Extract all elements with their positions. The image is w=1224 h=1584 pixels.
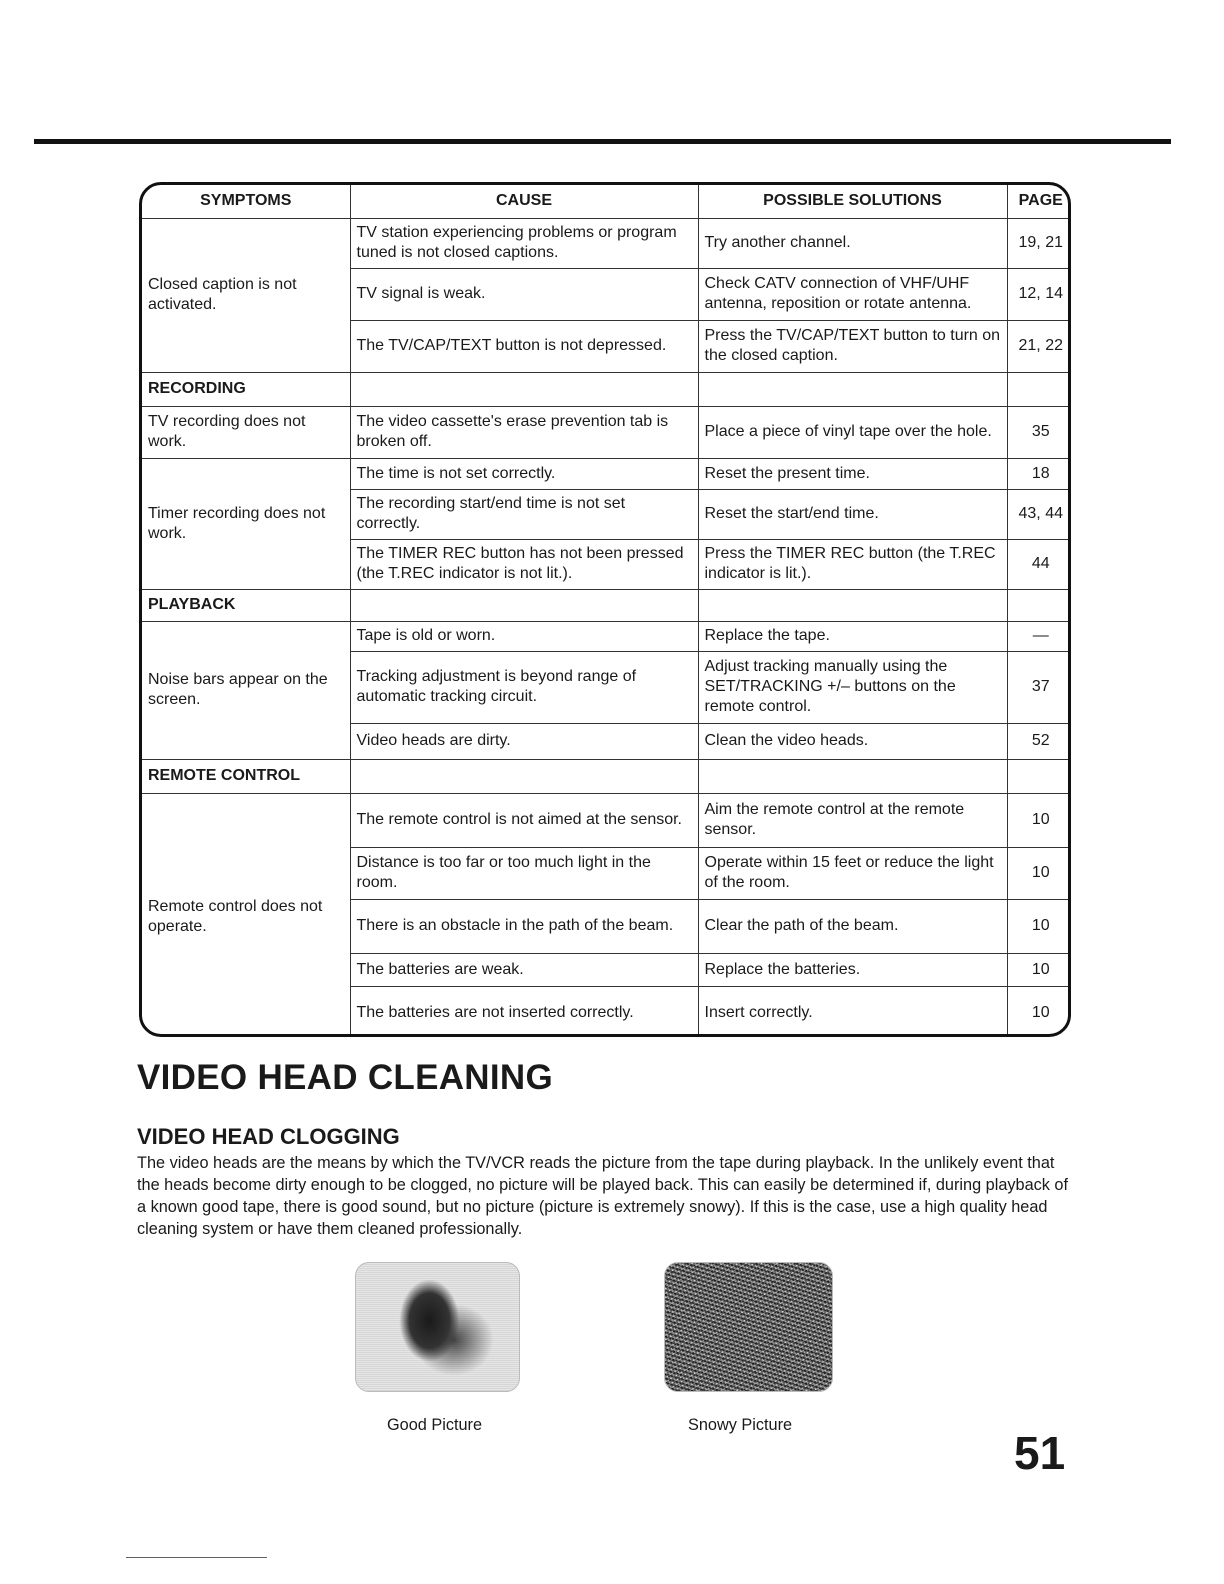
symptom-closed-caption: Closed caption is not activated. [142, 218, 350, 372]
solution-cell: Check CATV connection of VHF/UHF antenna, reposition or rotate antenna. [698, 268, 1007, 320]
section-label-recording: RECORDING [142, 372, 350, 406]
section-label-remote: REMOTE CONTROL [142, 759, 350, 793]
section-label-playback: PLAYBACK [142, 589, 350, 621]
page-cell: 10 [1007, 899, 1071, 953]
cause-cell: The batteries are not inserted correctly. [350, 986, 698, 1037]
body-paragraph: The video heads are the means by which the TV/VCR reads the picture from the tape during playback. In the unlikely event that the heads become dirty enough to be clogged, no picture will be played back. This can easily be determined if, during playback of a known good tape, there is good sound, but no picture (picture is extremely snowy). If this is the case, use a high quality head cleaning system or have them cleaned professionally. [137, 1154, 1069, 1238]
table-row [142, 793, 1071, 847]
solution-cell: Aim the remote control at the remote sensor. [698, 793, 1007, 847]
cause-cell: Distance is too far or too much light in the room. [350, 847, 698, 899]
cause-cell: The remote control is not aimed at the sensor. [350, 793, 698, 847]
symptom-remote: Remote control does not operate. [142, 793, 350, 1037]
bottom-link-line [126, 1557, 267, 1558]
troubleshooting-table [142, 185, 1071, 1037]
empty-cell [698, 759, 1007, 793]
section-row-playback [142, 589, 1071, 621]
snowy-picture-image [664, 1262, 833, 1392]
cause-cell: The video cassette's erase prevention tab is broken off. [350, 406, 698, 458]
section-row-remote [142, 759, 1071, 793]
table-row [142, 406, 1071, 458]
solution-cell: Adjust tracking manually using the SET/TRACKING +/– buttons on the remote control. [698, 651, 1007, 723]
solution-cell: Operate within 15 feet or reduce the light of the room. [698, 847, 1007, 899]
page-cell: 44 [1007, 539, 1071, 589]
page-cell: 19, 21 [1007, 218, 1071, 268]
section-subheading: VIDEO HEAD CLOGGING [137, 1124, 400, 1149]
page-number: 51 [1014, 1427, 1066, 1479]
page-cell: — [1007, 621, 1071, 651]
cause-cell: The batteries are weak. [350, 953, 698, 986]
page-cell: 10 [1007, 953, 1071, 986]
solution-cell: Reset the present time. [698, 458, 1007, 489]
cause-cell: TV signal is weak. [350, 268, 698, 320]
table-row [142, 218, 1071, 268]
symptom-tv-recording: TV recording does not work. [142, 406, 350, 458]
cause-cell: The TV/CAP/TEXT button is not depressed. [350, 320, 698, 372]
empty-cell [350, 759, 698, 793]
cause-cell: Tape is old or worn. [350, 621, 698, 651]
solution-cell: Replace the batteries. [698, 953, 1007, 986]
symptom-noise-bars: Noise bars appear on the screen. [142, 621, 350, 759]
page-cell: 10 [1007, 793, 1071, 847]
cause-cell: Tracking adjustment is beyond range of automatic tracking circuit. [350, 651, 698, 723]
good-picture-image [355, 1262, 520, 1392]
section-heading: VIDEO HEAD CLEANING [137, 1058, 554, 1097]
troubleshooting-table-frame [139, 182, 1071, 1037]
cause-cell: There is an obstacle in the path of the beam. [350, 899, 698, 953]
page-cell: 10 [1007, 986, 1071, 1037]
empty-cell [698, 372, 1007, 406]
empty-cell [1007, 589, 1071, 621]
solution-cell: Press the TIMER REC button (the T.REC indicator is lit.). [698, 539, 1007, 589]
page-cell: 35 [1007, 406, 1071, 458]
solution-cell: Replace the tape. [698, 621, 1007, 651]
header-symptoms: SYMPTOMS [142, 185, 350, 218]
empty-cell [1007, 759, 1071, 793]
solution-cell: Try another channel. [698, 218, 1007, 268]
solution-cell: Clear the path of the beam. [698, 899, 1007, 953]
solution-cell: Reset the start/end time. [698, 489, 1007, 539]
page-cell: 18 [1007, 458, 1071, 489]
table-row [142, 458, 1071, 489]
page-cell: 12, 14 [1007, 268, 1071, 320]
empty-cell [1007, 372, 1071, 406]
table-header-row [142, 185, 1071, 218]
empty-cell [350, 372, 698, 406]
page-cell: 43, 44 [1007, 489, 1071, 539]
header-page: PAGE [1007, 185, 1071, 218]
page-cell: 21, 22 [1007, 320, 1071, 372]
empty-cell [698, 589, 1007, 621]
snowy-picture-caption: Snowy Picture [688, 1416, 793, 1434]
cause-cell: The recording start/end time is not set correctly. [350, 489, 698, 539]
page-cell: 37 [1007, 651, 1071, 723]
solution-cell: Press the TV/CAP/TEXT button to turn on the closed caption. [698, 320, 1007, 372]
top-rule [34, 139, 1171, 144]
empty-cell [350, 589, 698, 621]
solution-cell: Clean the video heads. [698, 723, 1007, 759]
section-row-recording [142, 372, 1071, 406]
solution-cell: Place a piece of vinyl tape over the hole. [698, 406, 1007, 458]
header-solutions: POSSIBLE SOLUTIONS [698, 185, 1007, 218]
page-cell: 52 [1007, 723, 1071, 759]
solution-cell: Insert correctly. [698, 986, 1007, 1037]
good-picture-caption: Good Picture [387, 1416, 483, 1434]
cause-cell: Video heads are dirty. [350, 723, 698, 759]
page-cell: 10 [1007, 847, 1071, 899]
cause-cell: TV station experiencing problems or program tuned is not closed captions. [350, 218, 698, 268]
table-row [142, 621, 1071, 651]
header-cause: CAUSE [350, 185, 698, 218]
cause-cell: The TIMER REC button has not been pressed (the T.REC indicator is not lit.). [350, 539, 698, 589]
cause-cell: The time is not set correctly. [350, 458, 698, 489]
symptom-timer-recording: Timer recording does not work. [142, 458, 350, 589]
